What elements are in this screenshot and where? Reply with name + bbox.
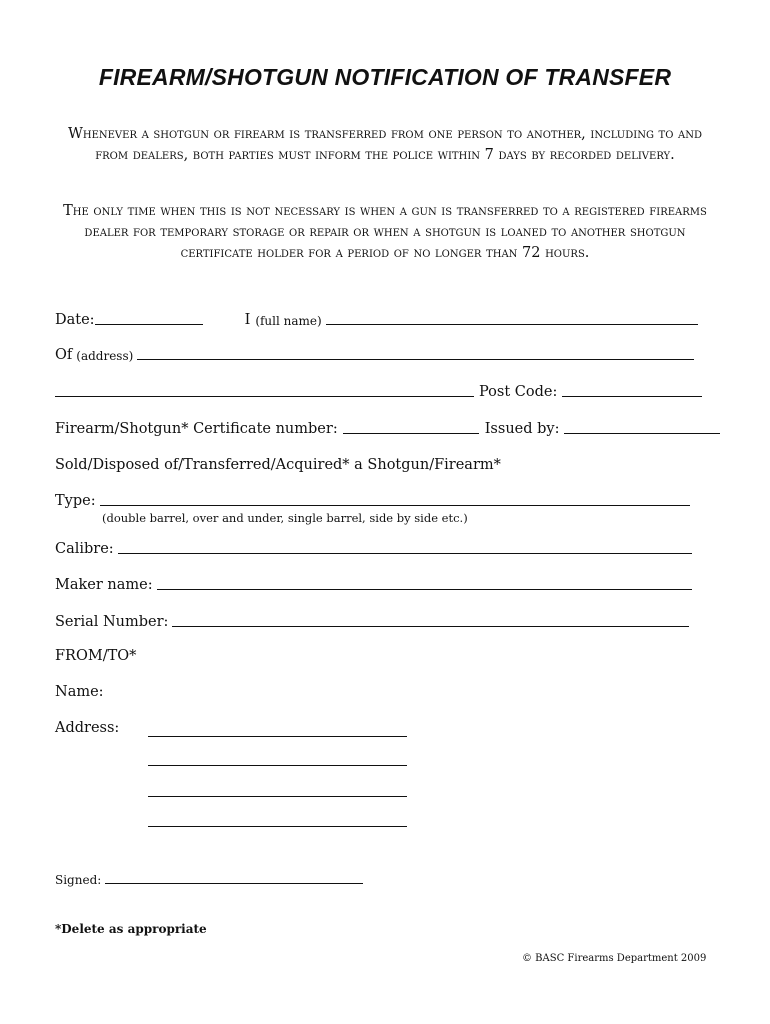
calibre-field[interactable] — [118, 552, 692, 554]
i-label: I — [244, 312, 251, 328]
sold-row — [55, 457, 501, 473]
issued-by-label: Issued by: — [484, 421, 560, 437]
exception-paragraph: The only time when this is not necessary is when a gun is transferred to a registered firearms dealer for temporary storage or repair or when a shotgun is loaned to another shotgun certificate holder for a period of no longer than 72 hours. — [63, 203, 707, 261]
copyright: © BASC Firearms Department 2009 — [522, 953, 707, 964]
signed-label: Signed: — [55, 873, 102, 887]
postcode-row — [55, 384, 702, 400]
serial-label: Serial Number: — [55, 614, 169, 630]
name-row — [55, 684, 104, 700]
address-row — [55, 347, 694, 363]
intro-paragraph: Whenever a shotgun or firearm is transferred from one person to another, including to and from dealers, both parties must inform the police within 7 days by recorded delivery. — [67, 126, 703, 163]
signature-field[interactable] — [105, 882, 363, 884]
date-name-row — [55, 312, 698, 328]
address-field[interactable] — [137, 358, 694, 360]
of-label: Of — [55, 347, 73, 363]
page-title: FIREARM/SHOTGUN NOTIFICATION OF TRANSFER — [98, 64, 672, 90]
full-name-hint: (full name) — [255, 314, 322, 328]
address-line-field[interactable] — [148, 826, 407, 827]
maker-field[interactable] — [157, 588, 692, 590]
address-line-2-field[interactable] — [55, 395, 474, 397]
date-field[interactable] — [95, 323, 203, 325]
maker-label: Maker name: — [55, 577, 153, 593]
postcode-field[interactable] — [562, 395, 702, 397]
sold-label: Sold/Disposed of/Transferred/Acquired* a Shotgun/Firearm* — [55, 457, 501, 473]
name-label: Name: — [55, 684, 104, 700]
footnote: *Delete as appropriate — [55, 922, 207, 936]
address-line-field[interactable] — [148, 765, 407, 766]
full-name-field[interactable] — [326, 323, 698, 325]
address-label: Address: — [55, 720, 120, 736]
certificate-row — [55, 421, 720, 437]
maker-row — [55, 577, 692, 593]
address-block-row — [55, 720, 119, 736]
certificate-number-field[interactable] — [343, 432, 479, 434]
postcode-label: Post Code: — [479, 384, 558, 400]
address-line-field[interactable] — [148, 796, 407, 797]
type-hint: (double barrel, over and under, single barrel, side by side etc.) — [102, 511, 468, 525]
address-hint: (address) — [76, 349, 134, 363]
type-label: Type: — [55, 493, 96, 509]
from-to-row — [55, 648, 136, 664]
issued-by-field[interactable] — [564, 432, 720, 434]
serial-row — [55, 614, 689, 630]
type-field[interactable] — [100, 504, 690, 506]
certificate-label: Firearm/Shotgun* Certificate number: — [55, 421, 338, 437]
address-line-field[interactable] — [148, 736, 407, 737]
from-to-label: FROM/TO* — [55, 648, 137, 664]
calibre-label: Calibre: — [55, 541, 114, 557]
date-label: Date: — [55, 312, 95, 328]
signed-row — [55, 873, 363, 887]
serial-field[interactable] — [172, 625, 689, 627]
calibre-row — [55, 541, 692, 557]
type-row — [55, 493, 690, 509]
